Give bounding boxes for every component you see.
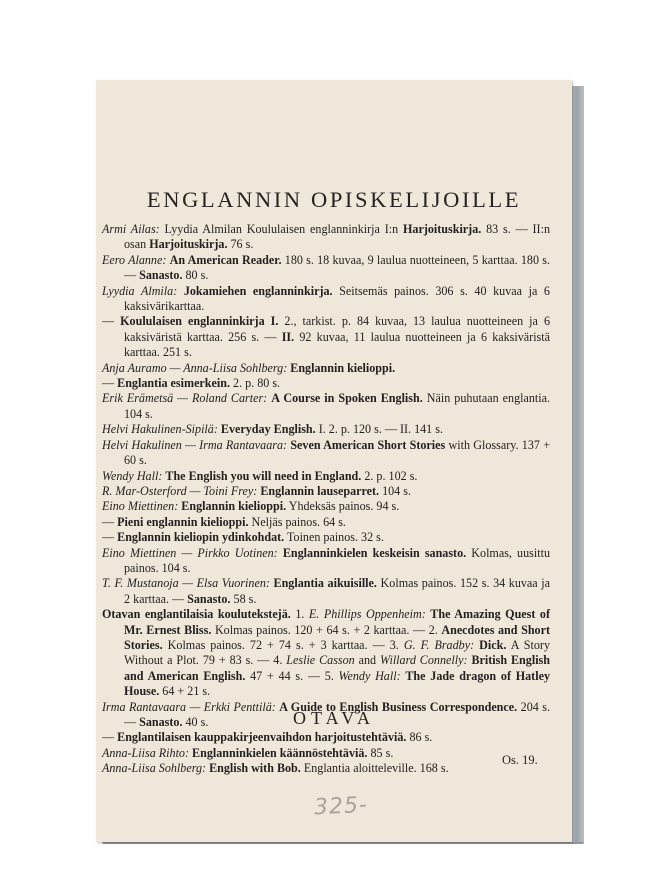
author-name: Armi Ailas: xyxy=(102,222,160,236)
entry-text: Kolmas painos. 72 + 74 s. + 3 karttaa. — 3. xyxy=(162,637,404,652)
book-title: Seven American Short Stories xyxy=(290,437,446,452)
entry-text: Lyydia Almilan Koululaisen englanninkirja I:n xyxy=(159,222,403,236)
book-title: Englannin kieliopin ydinkohdat. xyxy=(117,530,285,545)
book-title: The English you will need in England. xyxy=(165,468,362,483)
list-item xyxy=(102,499,550,514)
entry-text: I. 2. p. 120 s. — II. 141 s. xyxy=(315,422,443,437)
book-title: Harjoituskirja. xyxy=(149,237,228,252)
author-name: R. Mar-Osterford — Toini Frey: xyxy=(102,483,258,498)
book-title: Everyday English. xyxy=(220,422,316,437)
entry-text: Toinen painos. 32 s. xyxy=(284,530,384,545)
list-item xyxy=(102,515,550,530)
book-title: An American Reader. xyxy=(169,252,282,267)
book-title: Sanasto. xyxy=(187,591,231,606)
author-name: Helvi Hakulinen-Sipilä: xyxy=(102,422,218,437)
author-name: E. Phillips Oppenheim: xyxy=(308,607,426,622)
author-name: Helvi Hakulinen — Irma Rantavaara: xyxy=(102,437,288,452)
author-name: T. F. Mustanoja — Elsa Vuorinen: xyxy=(102,576,270,591)
author-name: Anna-Liisa Sohlberg: xyxy=(102,761,207,776)
book-title: Jokamiehen englanninkirja. xyxy=(183,283,333,298)
entry-text: 83 s. — II:n osan xyxy=(124,222,550,252)
entry-text: 40 s. xyxy=(182,715,209,729)
list-item xyxy=(102,530,550,545)
list-item xyxy=(102,484,550,499)
entry-text: Seitsemäs painos. 306 s. 40 kuvaa ja 6 kaksivärikarttaa. xyxy=(124,283,550,314)
entry-text: — xyxy=(102,376,118,391)
book-list xyxy=(102,222,550,777)
entry-text: 80 s. xyxy=(182,268,209,283)
list-item xyxy=(102,222,550,253)
book-title: Sanasto. xyxy=(139,268,183,283)
list-item xyxy=(102,314,550,360)
entry-text: A Story Without a Plot. 79 + 83 s. — 4. xyxy=(124,637,550,668)
entry-text: 1. xyxy=(290,607,309,622)
catalog-code: Os. 19. xyxy=(502,753,538,767)
book-title: Harjoituskirja. xyxy=(403,222,482,236)
book-title: II. xyxy=(281,329,295,344)
entry-text: 76 s. xyxy=(227,237,254,252)
entry-text: Näin puhutaan englantia. 104 s. xyxy=(124,391,551,421)
book-title: Englannin lauseparret. xyxy=(260,483,380,498)
book-title: Sanasto. xyxy=(139,715,183,729)
entry-text: 85 s. xyxy=(367,745,394,760)
entry-text: 92 kuvaa, 11 laulua nuotteineen ja 6 kaksiväristä karttaa. 251 s. xyxy=(124,329,550,360)
list-item xyxy=(102,361,550,376)
book-title: Englannin kielioppi. xyxy=(290,360,396,375)
author-name: G. F. Bradby: xyxy=(403,637,475,652)
list-item xyxy=(102,376,550,391)
book-title: Pieni englannin kielioppi. xyxy=(117,514,249,529)
author-name: Wendy Hall: xyxy=(102,468,163,483)
list-item xyxy=(102,746,550,761)
entry-text: Englantia aloitteleville. 168 s. xyxy=(300,761,449,776)
book-title: English with Bob. xyxy=(209,761,301,776)
entry-text: 204 s. — xyxy=(124,699,550,729)
entry-text: 2., tarkist. p. 84 kuvaa, 13 laulua nuotteineen ja 6 kaksiväristä karttaa. 256 s. — xyxy=(124,314,550,344)
list-item xyxy=(102,422,550,437)
book-title: Otavan englantilaisia koulutekstejä. xyxy=(102,607,291,622)
book-title: Englantilaisen kauppakirjeenvaihdon harjoitustehtäviä. xyxy=(117,730,407,745)
book-title: Englannin kielioppi. xyxy=(181,499,287,514)
list-item xyxy=(102,253,550,284)
author-name: Eero Alanne: xyxy=(102,252,167,267)
entry-text: 64 + 21 s. xyxy=(159,684,211,699)
entry-text: 86 s. xyxy=(406,730,433,745)
book-title: A Course in Spoken English. xyxy=(271,391,423,406)
author-name: Willard Connelly: xyxy=(380,653,468,668)
entry-text: and xyxy=(354,653,381,668)
entry-text: Neljäs painos. 64 s. xyxy=(248,514,346,529)
author-name: Anja Auramo — Anna-Liisa Sohlberg: xyxy=(102,360,288,375)
entry-text: 47 + 44 s. — 5. xyxy=(245,668,339,683)
entry-text: — xyxy=(102,530,118,545)
book-title: Dick. xyxy=(479,637,507,652)
entry-text: 180 s. 18 kuvaa, 9 laulua nuotteineen, 5 karttaa. 180 s. — xyxy=(124,252,551,283)
book-back-cover xyxy=(96,80,572,842)
entry-text: 2. p. 102 s. xyxy=(361,468,418,483)
author-name: Erik Erämetsä — Roland Carter: xyxy=(102,391,268,406)
list-item xyxy=(102,391,550,422)
book-title: British English and American English. xyxy=(124,653,550,683)
book-title: A Guide to English Business Correspondence. xyxy=(279,699,518,714)
book-title: The Jade dragon of Hatley House. xyxy=(124,668,550,699)
entry-text: Kolmas painos. 152 s. 34 kuvaa ja 2 karttaa. — xyxy=(124,576,551,606)
entry-text: 2. p. 80 s. xyxy=(230,376,281,391)
entry-text: Yhdeksäs painos. 94 s. xyxy=(286,499,400,514)
list-item xyxy=(102,607,550,699)
author-name: Anna-Liisa Rihto: xyxy=(102,745,190,760)
book-title: Koululaisen englanninkirja I. xyxy=(120,314,279,329)
entry-text: 104 s. xyxy=(379,483,411,498)
author-name: Lyydia Almila: xyxy=(102,283,178,298)
entry-text: 58 s. xyxy=(230,591,257,606)
book-title: Englanninkielen keskeisin sanasto. xyxy=(282,545,467,560)
list-item xyxy=(102,576,550,607)
author-name: Wendy Hall: xyxy=(338,668,401,683)
publisher-name: OTAVA xyxy=(293,708,375,728)
page-title: ENGLANNIN OPISKELIJOILLE xyxy=(146,187,522,212)
list-item xyxy=(102,761,550,776)
book-title: Englantia aikuisille. xyxy=(273,576,377,591)
entry-text: with Glossary. 137 + 60 s. xyxy=(124,437,551,468)
list-item xyxy=(102,546,550,577)
entry-text: Kolmas painos. 120 + 64 s. + 2 karttaa. — 2. xyxy=(211,622,442,637)
book-title: The Amazing Quest of Mr. Ernest Bliss. xyxy=(124,607,551,637)
list-item xyxy=(102,284,550,315)
author-name: Eino Miettinen: xyxy=(102,499,179,514)
book-title: Anecdotes and Short Stories. xyxy=(124,622,550,652)
author-name: Eino Miettinen — Pirkko Uotinen: xyxy=(102,545,278,560)
entry-text: — xyxy=(102,514,118,529)
pencil-price-note: 325- xyxy=(313,792,369,821)
author-name: Irma Rantavaara — Erkki Penttilä: xyxy=(102,699,276,714)
entry-text: Kolmas, uusittu painos. 104 s. xyxy=(124,545,550,575)
list-item xyxy=(102,438,550,469)
entry-text xyxy=(177,284,184,298)
book-title: Englanninkielen käännöstehtäviä. xyxy=(192,745,368,760)
entry-text: — xyxy=(102,314,121,329)
list-item xyxy=(102,469,550,484)
book-title: Englantia esimerkein. xyxy=(117,376,231,391)
list-item xyxy=(102,730,550,745)
entry-text: — xyxy=(102,730,118,745)
author-name: Leslie Casson xyxy=(286,653,355,668)
book-spine xyxy=(570,86,584,842)
